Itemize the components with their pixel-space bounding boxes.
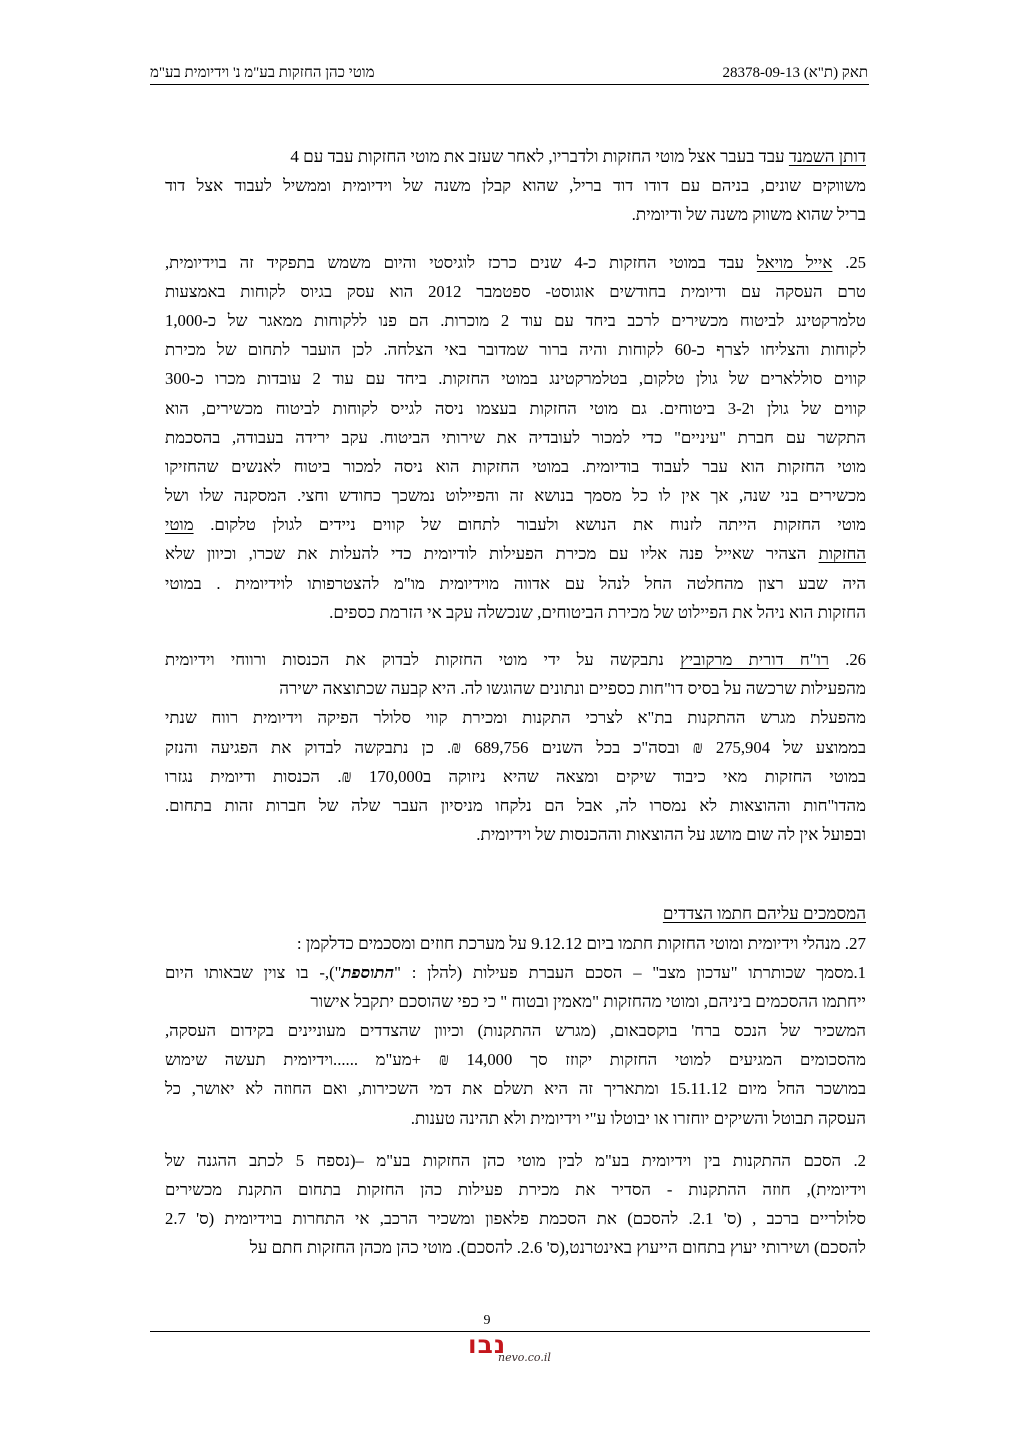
line-content: [165, 1021, 866, 1040]
page-header: [150, 62, 868, 84]
underlined-text: החזקות: [818, 544, 866, 564]
text-line: [165, 200, 866, 229]
paragraph-27-item-1: [165, 958, 866, 1133]
footer-divider: [150, 1331, 870, 1332]
line-content: [165, 1079, 866, 1098]
text-line: [165, 1074, 866, 1103]
text-segment: התקשר עם חברת "עיניים" כדי למכור לעובדיה את שירותי הביטוח. עקב ירידה בעבודה, בהסכמת: [165, 427, 866, 447]
underlined-text: מוטי: [165, 515, 194, 535]
text-segment: נתבקשה על ידי מוטי החזקות לבדוק את הכנסות ורווחי וידיומית: [165, 650, 681, 669]
text-line: [165, 1104, 866, 1133]
paragraph-27: [165, 929, 866, 958]
line-content: [632, 205, 866, 224]
text-segment: 25.: [832, 252, 866, 272]
text-segment: טלמרקטינג לביטוח מכשירים לרכב ביחד עם עוד 2 מוכרות. הם פנו ללקוחות ממאגר של כ-1,000: [165, 310, 866, 330]
text-segment: משווקים שונים, בניהם עם דודו דוד בריל, שהוא קבלן משנה של וידיומית וממשיל לעבוד אצל דוד: [165, 176, 866, 196]
text-line: [165, 1175, 866, 1204]
text-line: [165, 364, 866, 393]
line-content: [165, 544, 866, 563]
text-segment: היה שבע רצון מהחלטה החל לנהל עם אדווה מוידיומית מו"מ להצטרפותו לוידיומית . במוטי: [165, 573, 866, 593]
line-content: [290, 147, 866, 166]
document-body: [165, 142, 866, 1263]
line-content: [165, 1151, 866, 1170]
text-line: [165, 987, 866, 1016]
line-content: [165, 486, 866, 505]
text-segment: העסקה תבוטל והשיקים יוחזרו או יבוטלו ע"י וידיומית ולא תהינה טענות.: [410, 1108, 866, 1128]
text-line: [165, 142, 866, 171]
text-segment: עבד בעבר אצל מוטי החזקות ולדבריו, לאחר שעזב את מוטי החזקות עבד עם 4: [290, 147, 789, 166]
text-line: [165, 929, 866, 958]
underlined-text: המסמכים עליהם חתמו הצדדים: [662, 904, 866, 924]
page-number: 9: [483, 1313, 491, 1328]
text-segment: בממוצע של 275,904 ₪ ובסה"כ בכל השנים 689,756 ₪. כן נתבקשה לבדוק את הפגיעה והנזק: [165, 737, 866, 757]
line-content: [165, 650, 866, 669]
text-segment: 1.מסמך שכותרתו "עדכון מצב" – הסכם העברת פעילות (להלן : ": [394, 962, 866, 982]
line-content: [165, 1050, 866, 1069]
underlined-text: רו"ח דורית מרקוביץ: [680, 650, 829, 669]
text-line: [165, 703, 866, 732]
text-segment: מהפעלת מגרש ההתקנות בת"א לצרכי התקנות ומכירת קווי סלולר הפיקה וידיומית רווח שנתי: [165, 708, 866, 728]
line-content: [250, 1238, 866, 1257]
line-content: [165, 369, 866, 388]
text-segment: הצהיר שאייל פנה אליו עם מכירת הפעילות לודיומית כדי להעלות את שכרו, וכיוון שלא: [165, 544, 819, 564]
line-content: [165, 399, 866, 418]
text-segment: המשכיר של הנכס ברח' בוקסבאום, (מגרש ההתקנות) וכיוון שהצדדים מעוניינים בקידום העסקה,: [165, 1021, 866, 1041]
text-line: [165, 171, 866, 200]
line-content: [476, 825, 866, 844]
text-segment: מכשירים בני שנה, אך אין לו כל מסמך בנושא זה והפיילוט נמשכך כחודש וחצי. המסקנה שלו ושל: [165, 486, 866, 506]
text-segment: קווים סוללארים של גולן טלקום, בטלמרקטינג במוטי החזקות. ביחד עם עוד 2 עובדות מכרו כ-300: [165, 369, 866, 389]
line-content: [329, 603, 866, 622]
text-line: [165, 1204, 866, 1233]
line-content: [297, 934, 866, 953]
text-line: [165, 820, 866, 849]
text-line: [165, 510, 866, 539]
text-segment: במוטי החזקות מאי כיבוד שיקים ומצאה שהיא ניזוקה ב170,000 ₪. הכנסות ודיומית נגזרו: [165, 766, 866, 786]
emphasized-term: התוספת: [341, 962, 395, 982]
header-divider: [150, 84, 869, 85]
paragraph-continuation: [165, 142, 866, 230]
text-segment: מוטי החזקות הייתה לזנוח את הנושא ולעבור לתחום של קווים ניידים לגולן טלקום.: [193, 515, 866, 535]
text-line: [165, 452, 866, 481]
line-content: [165, 176, 866, 195]
paragraph-27-item-2: [165, 1146, 866, 1263]
text-segment: קווים של גולן ו3-2 ביטוחים. גם מוטי החזקות בעצמו ניסה לגייס לקוחות לביטוח מכשירים, הוא: [165, 398, 866, 418]
text-segment: החזקות הוא ניהל את הפיילוט של מכירת הביטוחים, שנכשלה עקב אי הזרמת כספים.: [329, 602, 866, 622]
text-segment: טרם העסקה עם ודיומית בחודשים אוגוסט- ספטמבר 2012 הוא עסק בגיוס לקוחות באמצעות: [165, 281, 866, 301]
line-content: [165, 767, 866, 786]
underlined-text: אייל מויאל: [756, 252, 833, 272]
logo-url-text: nevo.co.il: [498, 1351, 551, 1364]
logo-mark: נבו: [468, 1330, 507, 1359]
line-content: [165, 963, 866, 982]
text-line: [165, 423, 866, 452]
line-content: [165, 253, 866, 272]
line-content: [279, 679, 866, 698]
text-segment: 27. מנהלי וידיומית ומוטי החזקות חתמו ביום 9.12.12 על מערכת חוזים ומסכמים כדלקמן :: [296, 933, 866, 953]
text-line: [165, 733, 866, 762]
underlined-text: דותן השמנד: [788, 147, 866, 166]
line-content: [165, 708, 866, 727]
text-segment: ובפועל אין לה שום מושג על ההוצאות וההכנסות של וידיומית.: [476, 825, 866, 845]
case-number: תאק (ת"א) 28378-09-13: [722, 64, 868, 81]
text-segment: ייחתמו ההסכמים ביניהם, ומוטי מהחזקות "מאמין ובטוח " כי כפי שהוסכם יתקבל אישור: [310, 991, 866, 1011]
text-line: [165, 1045, 866, 1074]
text-line: [165, 481, 866, 510]
text-line: [165, 335, 866, 364]
line-content: [165, 1180, 866, 1199]
text-line: [165, 306, 866, 335]
line-content: [165, 282, 866, 301]
line-content: [165, 340, 866, 359]
line-content: [165, 574, 866, 593]
paragraph-25: [165, 248, 866, 627]
text-line: [165, 1233, 866, 1262]
text-line: [165, 762, 866, 791]
text-segment: במושכר החל מיום 15.11.12 ומתאריך זה היא תשלם את דמי השכירות, ואם החוזה לא יאושר, כל: [165, 1079, 866, 1099]
text-line: [165, 539, 866, 568]
text-line: [165, 394, 866, 423]
text-line: [165, 569, 866, 598]
text-line: [165, 598, 866, 627]
line-content: [411, 1109, 866, 1128]
paragraph-26: [165, 645, 866, 849]
text-segment: מוטי החזקות הוא עבר לעבוד בודיומית. במוטי החזקות הוא ניסה למכור ביטוח לאנשים שהחזיקו: [165, 456, 866, 476]
line-content: [310, 992, 866, 1011]
text-segment: וידיומית), חוזה ההתקנות - הסדיר את מכירת פעילות כהן החזקות בתחום התקנת מכשירים: [165, 1180, 866, 1199]
line-content: [165, 311, 866, 330]
line-content: [663, 904, 866, 923]
text-segment: מהסכומים המגיעים למוטי החזקות יקוזז סך 14,000 ₪ +מע"מ ......וידיומית תעשה שימוש: [165, 1050, 867, 1070]
text-line: [165, 1016, 866, 1045]
section-heading: [165, 899, 866, 928]
line-content: [165, 515, 866, 534]
text-segment: 26.: [828, 650, 866, 669]
text-segment: מהפעילות שרכשה על בסיס דו"חות כספיים ונתונים שהוגשו לה. היא קבעה שכתוצאה ישירה: [279, 679, 866, 699]
line-content: [165, 796, 866, 815]
text-segment: 2. הסכם ההתקנות בין וידיומית בע"מ לבין מוטי כהן החזקות בע"מ –(נספח 5 לכתב ההגנה של: [165, 1150, 866, 1170]
text-line: [165, 791, 866, 820]
text-line: [165, 277, 866, 306]
case-parties: מוטי כהן החזקות בע"מ נ' וידיומית בע"מ: [150, 64, 375, 81]
text-segment: עבד במוטי החזקות כ-4 שנים כרכז לוגיסטי והיום משמש בתפקיד זה בוידיומית,: [165, 252, 757, 272]
line-content: [165, 428, 866, 447]
text-line: [165, 645, 866, 674]
line-content: [165, 1209, 866, 1228]
text-line: [165, 248, 866, 277]
text-line: [165, 1146, 866, 1175]
nevo-logo: [462, 1330, 570, 1368]
text-segment: "),- בו צוין שבאותו היום: [165, 962, 342, 982]
line-content: [165, 738, 866, 757]
text-segment: בריל שהוא משווק משנה של ודיומית.: [631, 205, 866, 225]
text-line: [165, 899, 866, 928]
text-segment: לקוחות והצליחו לצרף כ-60 לקוחות והיה ברור שמדובר באי הצלחה. לכן הועבר לתחום של מכירת: [165, 340, 866, 360]
text-segment: סלולריים ברכב , (ס' 2.1. להסכם) את הסכמת פלאפון ומשכיר הרכב, אי התחרות בוידיומית (ס' 2.7: [165, 1209, 866, 1229]
text-segment: להסכם) ושירותי יעוץ בתחום הייעוץ באינטרנט,(ס' 2.6. להסכם). מוטי כהן מכהן החזקות חתם על: [249, 1238, 866, 1258]
text-line: [165, 958, 866, 987]
line-content: [165, 457, 866, 476]
text-line: [165, 674, 866, 703]
text-segment: מהדו"חות וההוצאות לא נמסרו לה, אבל הם נלקחו מניסיון העבר שלה של חברות זהות בתחום.: [165, 795, 866, 815]
